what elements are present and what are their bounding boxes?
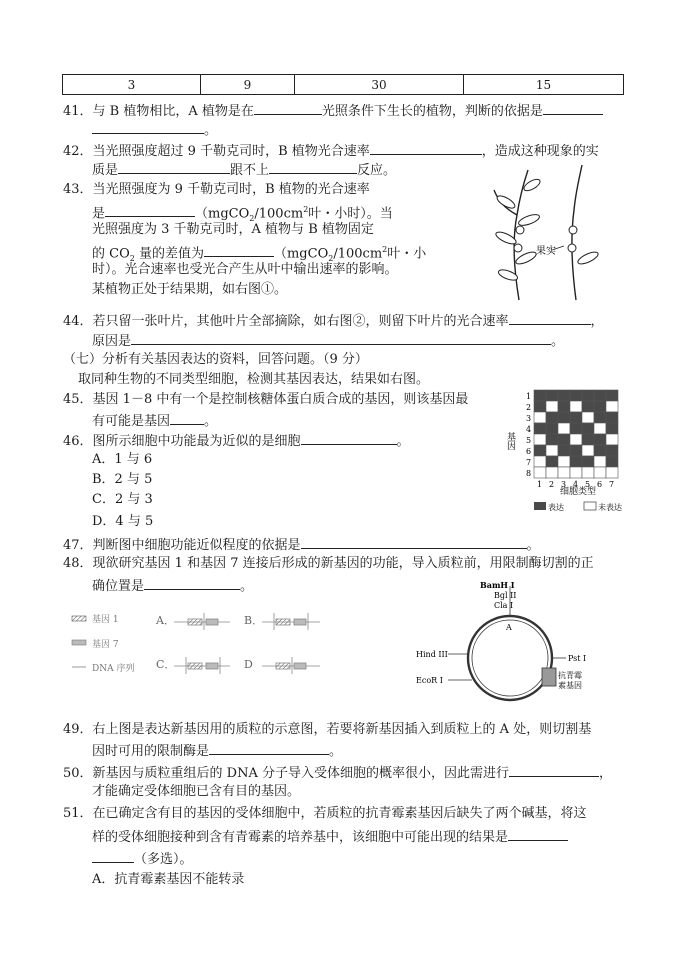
q43-sup: 2 xyxy=(382,245,388,254)
question-48 xyxy=(63,555,594,573)
q49-text-c: 。 xyxy=(329,744,343,759)
cell-type-label: 2 xyxy=(549,480,555,489)
legend-dna: DNA 序列 xyxy=(92,664,135,674)
gene-row-label: 6 xyxy=(526,447,532,456)
q42-text-e: 反应。 xyxy=(357,163,397,178)
gene-row-label: 7 xyxy=(526,458,532,467)
not-expressed-cell xyxy=(570,434,582,445)
expressed-cell xyxy=(546,456,558,467)
q51-text-b: 样的受体细胞接种到含有青霉素的培养基中，该细胞中可能出现的结果是 xyxy=(92,830,509,845)
question-41-cont xyxy=(92,120,217,140)
expressed-cell xyxy=(534,390,546,401)
question-41 xyxy=(63,101,603,121)
resistance-label-2: 素基因 xyxy=(558,681,582,690)
q41-text-b: 光照条件下生长的植物，判断的依据是 xyxy=(321,104,543,119)
expressed-cell xyxy=(594,412,606,423)
section-7-title xyxy=(63,351,368,369)
site-psti: Pst I xyxy=(568,654,587,663)
q41-text-c: 。 xyxy=(204,123,218,138)
expressed-cell xyxy=(606,445,618,456)
answer-blank[interactable] xyxy=(118,160,230,174)
not-expressed-cell xyxy=(606,467,618,478)
expressed-cell xyxy=(570,423,582,434)
gene-row-label: 5 xyxy=(526,436,532,445)
q50-text-c: 才能确定受体细胞已含有目的基因。 xyxy=(92,784,301,799)
legend-gene7-swatch xyxy=(72,640,86,645)
site-bamhi: BamH I xyxy=(480,580,515,590)
question-50-cont xyxy=(92,783,300,801)
cell-type-label: 7 xyxy=(609,480,615,489)
cut-option-a[interactable] xyxy=(174,613,230,630)
cell-type-axis-title: 细胞类型 xyxy=(560,487,597,497)
question-48-cont xyxy=(92,576,253,596)
expressed-cell xyxy=(546,434,558,445)
cut-options-figure xyxy=(70,610,330,690)
expressed-cell xyxy=(570,390,582,401)
table-cell: 9 xyxy=(201,75,295,95)
question-46 xyxy=(63,431,410,451)
expressed-cell xyxy=(534,401,546,412)
q49-text-a: 49．右上图是表达新基因用的质粒的示意图，若要将新基因插入到质粒上的 A 处，则切割基 xyxy=(63,722,592,737)
cut-option-d[interactable] xyxy=(262,657,320,674)
expressed-cell xyxy=(582,456,594,467)
cut-option-d-label: D xyxy=(244,658,253,671)
q47-text-b: 。 xyxy=(526,538,540,553)
question-43-line6 xyxy=(92,281,287,299)
section-7-intro xyxy=(78,371,429,389)
cell-type-label: 3 xyxy=(561,480,567,489)
expressed-cell xyxy=(570,412,582,423)
q44-text-a: 44．若只留一张叶片，其他叶片全部摘除，如右图②，则留下叶片的光合速率 xyxy=(63,314,509,329)
table-cell: 15 xyxy=(464,75,624,95)
answer-blank[interactable] xyxy=(131,331,551,345)
legend-gene1: 基因 1 xyxy=(92,615,119,625)
q43-text: /100cm xyxy=(254,206,304,222)
leaf xyxy=(576,250,599,267)
q43-text: （mgCO xyxy=(273,246,329,262)
question-51-cont2 xyxy=(92,849,193,869)
gene-row-label: 3 xyxy=(526,414,532,423)
expressed-cell xyxy=(558,390,570,401)
q50-text-a: 50．新基因与质粒重组后的 DNA 分子导入受体细胞的概率很小，因此需进行 xyxy=(63,766,509,781)
expressed-cell xyxy=(558,401,570,412)
not-expressed-cell xyxy=(534,412,546,423)
plasmid-figure xyxy=(418,576,598,706)
expressed-cell xyxy=(570,445,582,456)
q43-text: 叶・小 xyxy=(387,246,427,262)
option-label: A．抗青霉素基因不能转录 xyxy=(92,872,245,887)
cut-option-c[interactable] xyxy=(174,657,230,674)
expressed-cell xyxy=(582,401,594,412)
q43-text: 叶・小时）。当 xyxy=(308,206,393,222)
expressed-cell xyxy=(606,423,618,434)
cell-type-label: 5 xyxy=(585,480,591,489)
not-expressed-cell xyxy=(534,434,546,445)
not-expressed-cell xyxy=(546,467,558,478)
expressed-cell xyxy=(546,390,558,401)
option-label: D．4 与 5 xyxy=(92,514,154,529)
option-c[interactable] xyxy=(92,491,153,509)
fruit xyxy=(514,244,522,252)
expressed-cell xyxy=(534,423,546,434)
answer-blank[interactable] xyxy=(105,203,195,217)
q44-text-c: 原因是 xyxy=(92,334,132,349)
answer-blank[interactable] xyxy=(144,576,240,590)
answer-blank[interactable] xyxy=(508,827,568,841)
q43-text: 量的差值为 xyxy=(134,246,204,262)
expressed-cell xyxy=(558,412,570,423)
section-intro: 取同种生物的不同类型细胞，检测其基因表达，结果如右图。 xyxy=(78,372,430,387)
gene-axis-title: 基因 xyxy=(505,432,515,450)
table-cell: 30 xyxy=(295,75,464,95)
fruit xyxy=(568,244,576,252)
answer-blank[interactable] xyxy=(204,243,274,257)
answer-blank[interactable] xyxy=(509,763,599,777)
q43-sub: 2 xyxy=(129,253,135,263)
q43-sup: 2 xyxy=(303,205,309,214)
cut-option-b[interactable] xyxy=(262,613,320,630)
expressed-cell xyxy=(582,390,594,401)
q47-text-a: 47．判断图中细胞功能近似程度的依据是 xyxy=(63,538,301,553)
q42-text-c: 质是 xyxy=(92,163,119,178)
site-ecori: EcoR I xyxy=(416,676,443,685)
legend-gene1-swatch xyxy=(72,616,86,621)
fruit xyxy=(516,226,524,234)
q43-line-3: 光照强度为 3 千勒克司时，A 植物与 B 植物固定 xyxy=(92,222,374,237)
gene-row-label: 4 xyxy=(526,425,532,434)
expressed-cell xyxy=(594,434,606,445)
q51-text-a: 51．在已确定含有目的基因的受体细胞中，若质粒的抗青霉素基因后缺失了两个碱基，将这 xyxy=(63,806,587,821)
answer-blank[interactable] xyxy=(370,141,482,155)
legend-not-label: 未表达 xyxy=(598,503,622,512)
q43-text: （mgCO xyxy=(195,206,250,222)
expressed-cell xyxy=(582,423,594,434)
q44-text-b: ， xyxy=(590,314,604,329)
not-expressed-cell xyxy=(558,456,570,467)
question-43-line3 xyxy=(92,221,374,239)
option-a[interactable] xyxy=(92,451,152,469)
not-expressed-cell xyxy=(582,445,594,456)
option-label: B．2 与 5 xyxy=(92,472,153,487)
q42-text-d: 跟不上 xyxy=(230,163,270,178)
q50-text-b: ， xyxy=(599,766,613,781)
legend-not-swatch xyxy=(584,502,596,510)
answer-blank[interactable] xyxy=(509,311,591,325)
answer-blank[interactable] xyxy=(92,120,204,134)
q44-text-d: 。 xyxy=(551,334,565,349)
question-44-cont xyxy=(92,331,564,351)
site-clai: Cla I xyxy=(494,601,514,610)
leaf xyxy=(517,212,540,227)
answer-blank[interactable] xyxy=(543,101,603,115)
option-label: C．2 与 3 xyxy=(92,492,153,507)
not-expressed-cell xyxy=(534,467,546,478)
answer-blank[interactable] xyxy=(170,411,204,425)
q45-text-b: 有可能是基因 xyxy=(92,414,171,429)
expressed-cell xyxy=(594,401,606,412)
cut-option-b-label: B． xyxy=(244,614,264,627)
not-expressed-cell xyxy=(606,401,618,412)
not-expressed-cell xyxy=(570,467,582,478)
question-47 xyxy=(63,535,540,555)
question-51 xyxy=(63,805,587,823)
q51-text-c: （多选）。 xyxy=(134,852,193,867)
q49-text-b: 因时可用的限制酶是 xyxy=(92,744,210,759)
resistance-label-1: 抗青霉 xyxy=(558,671,582,680)
question-43 xyxy=(63,181,370,199)
expressed-cell xyxy=(606,456,618,467)
not-expressed-cell xyxy=(582,412,594,423)
cell-type-label: 6 xyxy=(597,480,603,489)
q43-line-6: 某植物正处于结果期，如右图①。 xyxy=(92,282,288,297)
not-expressed-cell xyxy=(546,445,558,456)
cut-option-a-label: A． xyxy=(156,614,175,627)
expressed-cell xyxy=(594,445,606,456)
answer-blank[interactable] xyxy=(269,160,357,174)
fruit xyxy=(569,226,577,234)
legend-gene7: 基因 7 xyxy=(92,640,119,650)
section-title: （七）分析有关基因表达的资料，回答问题。（9 分） xyxy=(63,352,368,367)
answer-blank[interactable] xyxy=(209,741,329,755)
expressed-cell xyxy=(546,412,558,423)
table-row xyxy=(63,75,624,95)
answer-blank[interactable] xyxy=(254,101,322,115)
not-expressed-cell xyxy=(558,467,570,478)
not-expressed-cell xyxy=(570,401,582,412)
q42-text-b: ，造成这种现象的实 xyxy=(481,144,599,159)
light-data-table xyxy=(62,74,624,95)
expressed-cell xyxy=(606,390,618,401)
site-hindiii: Hind III xyxy=(416,650,448,659)
gene-row-label: 1 xyxy=(526,392,532,401)
q41-text-a: 41．与 B 植物相比，A 植物是在 xyxy=(63,104,254,119)
question-45-cont xyxy=(92,411,217,431)
expressed-cell xyxy=(570,456,582,467)
cut-option-c-label: C． xyxy=(156,658,176,671)
legend-expressed-swatch xyxy=(534,502,546,510)
plant-figure xyxy=(484,160,634,305)
question-50 xyxy=(63,763,612,783)
q43-sub: 2 xyxy=(328,253,334,263)
expressed-cell xyxy=(558,434,570,445)
q43-line-1: 43．当光照强度为 9 千勒克司时，B 植物的光合速率 xyxy=(63,182,370,197)
gene-row-label: 2 xyxy=(526,403,532,412)
q46-text-a: 46．图所示细胞中功能最为近似的是细胞 xyxy=(63,434,301,449)
expressed-cell xyxy=(594,390,606,401)
legend-expressed-label: 表达 xyxy=(548,503,564,512)
q42-text-a: 42．当光照强度超过 9 千勒克司时，B 植物光合速率 xyxy=(63,144,370,159)
cell-type-label: 4 xyxy=(573,480,579,489)
gene-grid xyxy=(526,390,618,489)
question-42-cont xyxy=(92,160,396,180)
q43-sub: 2 xyxy=(249,213,255,223)
gene-row-label: 8 xyxy=(526,469,532,478)
q46-text-b: 。 xyxy=(396,434,410,449)
not-expressed-cell xyxy=(546,401,558,412)
expressed-cell xyxy=(606,412,618,423)
not-expressed-cell xyxy=(594,423,606,434)
table-cell: 3 xyxy=(63,75,201,95)
expressed-cell xyxy=(546,423,558,434)
site-a: A xyxy=(506,623,512,632)
cell-type-label: 1 xyxy=(537,480,543,489)
not-expressed-cell xyxy=(594,467,606,478)
q48-text-a: 确位置是 xyxy=(92,579,145,594)
answer-blank[interactable] xyxy=(301,535,527,549)
q45-text-c: 。 xyxy=(204,414,218,429)
question-43-line5 xyxy=(92,261,398,279)
q45-text-a: 45．基因 1－8 中有一个是控制核糖体蛋白质合成的基因，则该基因最 xyxy=(63,392,469,407)
fruit-label: 果实 xyxy=(536,246,556,257)
expressed-cell xyxy=(558,445,570,456)
option-d[interactable] xyxy=(92,513,153,531)
answer-blank[interactable] xyxy=(92,849,134,863)
q48-text-b: 。 xyxy=(240,579,254,594)
question-45 xyxy=(63,391,468,409)
not-expressed-cell xyxy=(606,434,618,445)
q43-text: 是 xyxy=(92,206,106,222)
option-a[interactable] xyxy=(92,871,244,889)
expressed-cell xyxy=(534,445,546,456)
question-42 xyxy=(63,141,599,161)
question-44 xyxy=(63,311,604,331)
q48-line-1: 48．现欲研究基因 1 和基因 7 连接后形成的新基因的功能，导入质粒前，用限制酶切割的正 xyxy=(63,556,594,571)
q43-text: 的 CO xyxy=(92,246,130,262)
penicillin-resistance-gene xyxy=(542,668,556,686)
option-b[interactable] xyxy=(92,471,152,489)
question-49 xyxy=(63,721,591,739)
expressed-cell xyxy=(582,434,594,445)
not-expressed-cell xyxy=(582,467,594,478)
q43-text: /100cm xyxy=(333,246,383,262)
answer-blank[interactable] xyxy=(301,431,397,445)
question-51-cont xyxy=(92,827,568,847)
site-bglii: Bgl II xyxy=(494,591,517,600)
option-label: A．1 与 6 xyxy=(92,452,153,467)
question-49-cont xyxy=(92,741,342,761)
not-expressed-cell xyxy=(594,456,606,467)
not-expressed-cell xyxy=(534,456,546,467)
not-expressed-cell xyxy=(558,423,570,434)
gene-expression-figure xyxy=(505,386,630,522)
q43-line-5: 时）。光合速率也受光合产生从叶中输出速率的影响。 xyxy=(92,262,398,277)
